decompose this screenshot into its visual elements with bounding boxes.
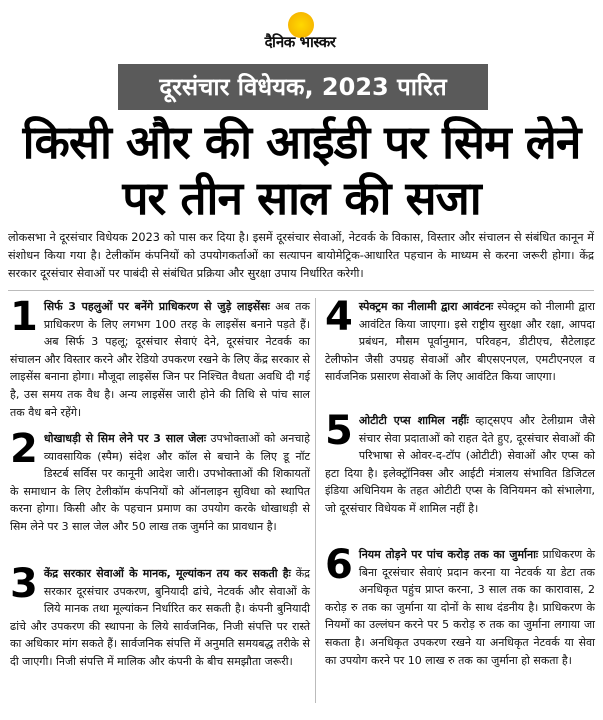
article-item-2 [10, 426, 310, 536]
divider-horizontal [8, 290, 594, 291]
item-number: 3 [10, 561, 38, 607]
article-item-3 [10, 561, 310, 671]
item-lead: नियम तोड़ने पर पांच करोड़ तक का जुर्मानाः [358, 548, 539, 561]
item-lead: स्पेक्ट्रम का नीलामी द्वारा आवंटनः [358, 300, 494, 313]
item-body: स्पेक्ट्रम को नीलामी द्वारा आवंटित किया जाएगा। इसे राष्ट्रीय सुरक्षा और रक्षा, आपदा प्रबंधन, मौसम पूर्वानुमान, परिवहन, डीटीएच, सैटेलाइट टेलीफोन जैसी उपग्रह सेवाओं और बीएसएनएल, एमटीएनएल व सार्वजनिक प्रसारण सेवाओं के लिए आवंटित किया जाएगा। [325, 300, 595, 384]
article-item-5 [325, 408, 596, 518]
item-number: 6 [325, 542, 353, 588]
item-lead: केंद्र सरकार सेवाओं के मानक, मूल्यांकन तय कर सकती हैः [43, 567, 291, 580]
item-body: उपभोक्ताओं को अनचाहे व्यावसायिक (स्पैम) संदेश और कॉल से बचाने के लिए डू नॉट डिस्टर्ब सर्विस पर कानूनी आदेश जारी। उपभोक्ताओं की शिकायतों के समाधान के लिए टेलीकॉम कंपनियों को ऑनलाइन सुविधा को स्थापित करना होगा। किसी और के पहचान प्रमाण का उपयोग करके धोखाधड़ी से सिम लेने पर 3 साल जेल और 50 लाख तक जुर्माने का प्रावधान है। [10, 432, 310, 533]
masthead-brand: दैनिक भास्कर [264, 33, 336, 51]
item-lead: सिर्फ 3 पहलुओं पर बनेंगे प्राधिकरण से जुड़े लाइसेंसः [43, 300, 270, 313]
article-item-6 [325, 542, 595, 669]
item-lead: ओटीटी एप्स शामिल नहींः [358, 414, 469, 427]
headline: किसी और की आईडी पर सिम लेने पर तीन साल की सजा [22, 115, 581, 225]
masthead-logo [236, 12, 364, 60]
item-number: 5 [325, 408, 353, 454]
article-item-4 [325, 294, 595, 386]
item-body: व्हाट्सएप और टेलीग्राम जैसे संचार सेवा प्रदाताओं को राहत देते हुए, दूरसंचार सेवाओं की परिभाषा से ओवर-द-टॉप (ओटीटी) सेवाओं और एप्स को हटा दिया है। इलेक्ट्रॉनिक्स और आईटी मंत्रालय संभावित डिजिटल इंडिया अधिनियम के तहत ओटीटी एप्स के विनियमन को संभालेगा, जो दूरसंचार विधेयक में शामिल नहीं है। [325, 414, 596, 515]
item-body: अब तक प्राधिकरण के लिए लगभग 100 तरह के लाइसेंस बनाने पड़ते हैं। अब सिर्फ 3 पहलू; दूरसंचार सेवाएं देने, दूरसंचार नेटवर्क का संचालन और विस्तार करने और रेडियो उपकरण रखने के लिए केंद्र सरकार से लाइसेंस बनाना होगा। मौजूदा लाइसेंस जिन पर निश्चित वैधता अवधि दी गई है, उस समय तक वैध है। अन्य लाइसेंस जारी होने की तिथि से पांच साल तक वैध बने रहेंगे। [10, 300, 310, 419]
item-number: 1 [10, 294, 38, 340]
intro-paragraph: लोकसभा ने दूरसंचार विधेयक 2023 को पास कर दिया है। इसमें दूरसंचार सेवाओं, नेटवर्क के विकास, विस्तार और संचालन से संबंधित कानून में संशोधन किया गया है। टेलीकॉम कंपनियों को उपयोगकर्ताओं का सत्यापन बायोमेट्रिक-आधारित पहचान के माध्यम से करना जरूरी होगा। केंद्र सरकार दूरसंचार सेवाओं पर पाबंदी से संबंधित प्रक्रिया और सुरक्षा उपाय निर्धारित करेगी। [8, 231, 594, 280]
divider-vertical [315, 298, 316, 703]
item-number: 2 [10, 426, 38, 472]
item-body: प्राधिकरण के बिना दूरसंचार सेवाएं प्रदान करना या नेटवर्क या डेटा तक अनधिकृत पहुंच प्राप्त करना, 3 साल तक का कारावास, 2 करोड़ रु तक का जुर्माना या दोनों के साथ दंडनीय है। प्राधिकरण के नियमों का उल्लंघन करने पर 5 करोड़ रु तक का जुर्माना लगाया जा सकता है। अनधिकृत उपकरण रखने या अनधिकृत नेटवर्क या सेवा का उपयोग करने पर 10 लाख रु तक का जुर्माना हो सकता है। [325, 548, 595, 667]
item-number: 4 [325, 294, 353, 340]
item-lead: धोखाधड़ी से सिम लेने पर 3 साल जेलः [43, 432, 207, 445]
item-body: केंद्र सरकार दूरसंचार उपकरण, बुनियादी ढांचे, नेटवर्क और सेवाओं के लिये मानक तथा मूल्यांकन निर्धारित कर सकती है। कंपनी बुनियादी ढांचे और उपकरण की स्थापना के लिये सार्वजनिक, निजी संपत्ति पर रास्ते का अधिकार मांग सकते हैं। सार्वजनिक संपत्ति में अनुमति समयबद्ध तरीके से दी जाएगी। निजी संपत्ति में मालिक और कंपनी के बीच समझौता जरूरी। [10, 567, 310, 668]
section-banner: दूरसंचार विधेयक, 2023 पारित [118, 64, 488, 110]
article-item-1 [10, 294, 310, 421]
